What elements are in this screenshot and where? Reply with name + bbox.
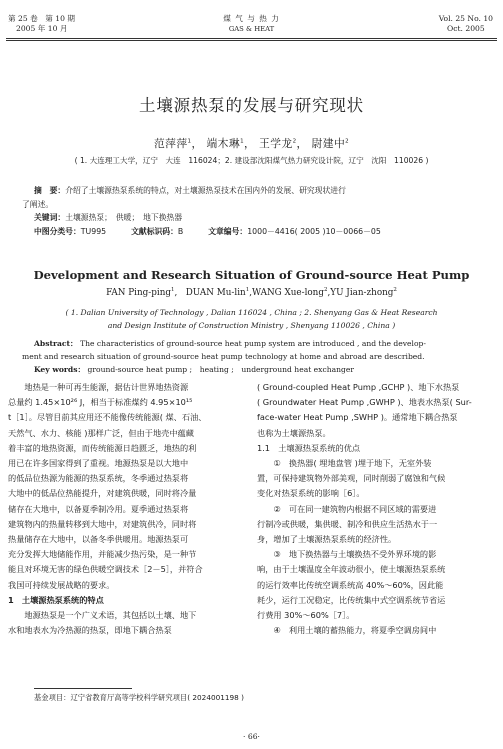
body-line: 用已在许多国家得到了重视。地源热泵是以大地中 bbox=[8, 458, 189, 469]
affiliation-en-line: and Design Institute of Construction Ministry , Shenyang 110026 , China ) bbox=[107, 321, 396, 330]
body-line: 的低品位热源为能源的热泵系统，冬季通过热泵将 bbox=[8, 473, 189, 484]
abstract-en-text: ment and research situation of ground-source heat pump technology at home and abroad are described. bbox=[22, 352, 425, 361]
author-name-en: FAN Ping-ping bbox=[106, 287, 172, 298]
journal-name bbox=[0, 14, 503, 34]
abstract-label: 摘 要： bbox=[34, 186, 66, 195]
author-affil-mark: 2 bbox=[292, 138, 297, 145]
body-line: 着丰富的地热资源，而传统能源日趋匮乏，地热的利 bbox=[8, 442, 197, 453]
body-right-column bbox=[257, 380, 475, 638]
date-en: Oct. 2005 bbox=[447, 24, 485, 33]
body-line: ② 可在同一建筑物内根据不同区域的需要进 bbox=[257, 503, 437, 514]
author-affil-mark: 2 bbox=[323, 287, 328, 293]
body-line: 热量储存在大地中，以备冬季供暖用。地源热泵可 bbox=[8, 534, 189, 545]
author-name-en: WANG Xue-long bbox=[251, 287, 324, 298]
author-affil-mark: 1 bbox=[187, 138, 192, 145]
class-value: TU995 bbox=[80, 226, 107, 236]
body-line: t［1］。尽管目前其应用还不能像传统能源( 煤、石油、 bbox=[8, 412, 207, 423]
header-rule-thin bbox=[6, 40, 497, 41]
body-line: 储存在大地中，以备夏季制冷用。夏季通过热泵将 bbox=[8, 503, 189, 514]
author-name: 王学龙 bbox=[259, 137, 293, 150]
article-number-label: 文章编号： bbox=[208, 226, 248, 236]
body-line: ③ 地下换热器与土壤换热不受外界环境的影 bbox=[257, 549, 437, 560]
body-line: ( Groundwater Heat Pump ,GWHP )、地表水热泵( Sur- bbox=[257, 397, 472, 408]
abstract-text: 了阐述。 bbox=[22, 199, 54, 209]
class-label: 中图分类号： bbox=[34, 226, 81, 236]
volume-issue: 第 25 卷 第 10 期 bbox=[8, 14, 75, 23]
body-line: 行制冷或供暖，集供暖、制冷和供应生活热水于一 bbox=[257, 518, 438, 529]
abstract-en bbox=[22, 337, 474, 376]
author-list-en: FAN Ping-ping$^1$, DUAN Mu-lin$^1$,WANG Xue-long$^2$,YU Jian-zhong$^2$ bbox=[106, 287, 397, 298]
author-name: 范萍萍 bbox=[153, 137, 188, 150]
abstract-cn bbox=[22, 184, 474, 238]
header-rule bbox=[6, 38, 497, 39]
paper-title: 土壤源热泵的发展与研究现状 bbox=[139, 96, 364, 115]
affiliation-en bbox=[0, 306, 503, 332]
abstract-text: 介绍了土壤源热泵系统的特点，对土壤源热泵技术在国内外的发展、研究现状进行 bbox=[65, 186, 346, 195]
author-affil-mark: 1 bbox=[171, 287, 175, 293]
body-line: 响，由于土壤温度全年波动很小，使土壤源热泵系统 bbox=[257, 564, 446, 575]
author-affil-mark: 1 bbox=[245, 287, 250, 293]
doc-code-value: B bbox=[177, 226, 184, 236]
abstract-en-label: Abstract： bbox=[34, 339, 78, 348]
body-line: 地热是一种可再生能源，据估计世界地热资源 bbox=[8, 382, 189, 392]
body-line: ④ 利用土壤的蓄热能力，将夏季空调房间中 bbox=[257, 625, 437, 636]
abstract-en-text: The characteristics of ground-source heat pump system are introduced , and the develop- bbox=[80, 339, 426, 348]
footnote-rule bbox=[34, 688, 132, 689]
affiliation: ( 1. 大连理工大学，辽宁 大连 116024；2. 建设部沈阳煤气热力研究设计院，辽宁 沈阳 110026 ) bbox=[74, 156, 429, 165]
body-line: 也称为土壤源热泵。 bbox=[257, 427, 331, 438]
body-line: 变化对热泵系统的影响［6］。 bbox=[257, 488, 365, 499]
journal-title-cn: 煤 气 与 热 力 bbox=[223, 14, 280, 23]
author-affil-mark: 2 bbox=[393, 287, 397, 293]
author-list: 范萍萍$^1$， 端木琳$^1$， 王学龙$^2$， 尉建中$^2$ bbox=[153, 137, 350, 150]
author-affil-mark: 2 bbox=[345, 138, 350, 145]
body-line: 置，可保持建筑物外部美观，同时削弱了腐蚀和气候 bbox=[257, 473, 446, 484]
funding-footnote: 基金项目：辽宁省教育厅高等学校科学研究项目( 2024001198 ) bbox=[34, 693, 244, 702]
journal-volume-en bbox=[439, 14, 493, 34]
keywords-label: 关键词： bbox=[34, 213, 66, 222]
author-name: 端木琳 bbox=[206, 137, 241, 150]
article-number-value: 1000－4416( 2005 )10－0066－05 bbox=[247, 226, 381, 236]
body-line: 的运行效率比传统空调系统高 40%～60%，因此能 bbox=[257, 579, 444, 590]
author-affil-mark: 1 bbox=[240, 138, 244, 145]
body-line: 能且对环境无害的绿色供暖空调技术［2－5］，并符合 bbox=[8, 564, 203, 575]
keywords-en-text: ground-source heat pump ; heating ; underground heat exchanger bbox=[87, 365, 355, 374]
author-name-en: YU Jian-zhong bbox=[330, 287, 394, 298]
volume-en: Vol. 25 No. 10 bbox=[438, 14, 493, 23]
body-line: 身，增加了土壤源热泵系统的经济性。 bbox=[257, 534, 397, 545]
body-line: ( Ground-coupled Heat Pump ,GCHP )、地下水热泵 bbox=[257, 382, 460, 392]
body-line: 耗少，运行工况稳定，比传统集中式空调系统节省运 bbox=[257, 594, 446, 605]
keywords-en-label: Key words： bbox=[34, 365, 86, 374]
doc-code-label: 文献标识码： bbox=[131, 226, 178, 236]
body-line: 我国可持续发展战略的要求。 bbox=[8, 579, 115, 590]
body-line: face-water Heat Pump ,SWHP )。通常地下耦合热泵 bbox=[257, 412, 458, 423]
keywords-text: 土壤源热泵； 供暖； 地下换热器 bbox=[65, 213, 183, 222]
body-line: 天然气、水力、核能 )那样广泛，但由于地壳中蕴藏 bbox=[8, 427, 194, 438]
paper-title-en: Development and Research Situation of Ground-source Heat Pump bbox=[33, 268, 470, 282]
page-number: · 66· bbox=[243, 732, 260, 741]
body-line: ① 换热器( 埋地盘管 )埋于地下，无室外装 bbox=[257, 458, 432, 469]
affiliation-en-line: ( 1. Dalian University of Technology , Dalian 116024 , China ; 2. Shenyang Gas & Heat Research bbox=[65, 308, 438, 317]
author-name-en: DUAN Mu-lin bbox=[185, 287, 246, 298]
body-line: 大地中的低品位热能提升，对建筑供暖，同时将冷量 bbox=[8, 488, 197, 499]
body-line: 地源热泵是一个广义术语，其包括以土壤、地下 bbox=[8, 610, 197, 621]
body-line: 总量约 1.45×10²⁶ J，相当于标准煤约 4.95×10¹⁵ bbox=[8, 397, 193, 408]
body-line: 水和地表水为冷热源的热泵，即地下耦合热泵 bbox=[8, 625, 172, 636]
body-line: 行费用 30%～60%［7］。 bbox=[257, 610, 355, 621]
subsection-heading: 1.1 土壤源热泵系统的优点 bbox=[257, 442, 361, 453]
author-name: 尉建中 bbox=[311, 137, 346, 150]
section-heading: 1 土壤源热泵系统的特点 bbox=[8, 594, 104, 605]
body-line: 充分发挥大地储能作用，并能减少热污染，是一种节 bbox=[8, 549, 197, 560]
body-left-column bbox=[8, 380, 226, 638]
body-line: 建筑物内的热量转移到大地中，对建筑供冷，同时将 bbox=[8, 518, 197, 529]
journal-title-en: GAS & HEAT bbox=[228, 25, 275, 33]
issue-date: 2005 年 10 月 bbox=[16, 24, 68, 33]
